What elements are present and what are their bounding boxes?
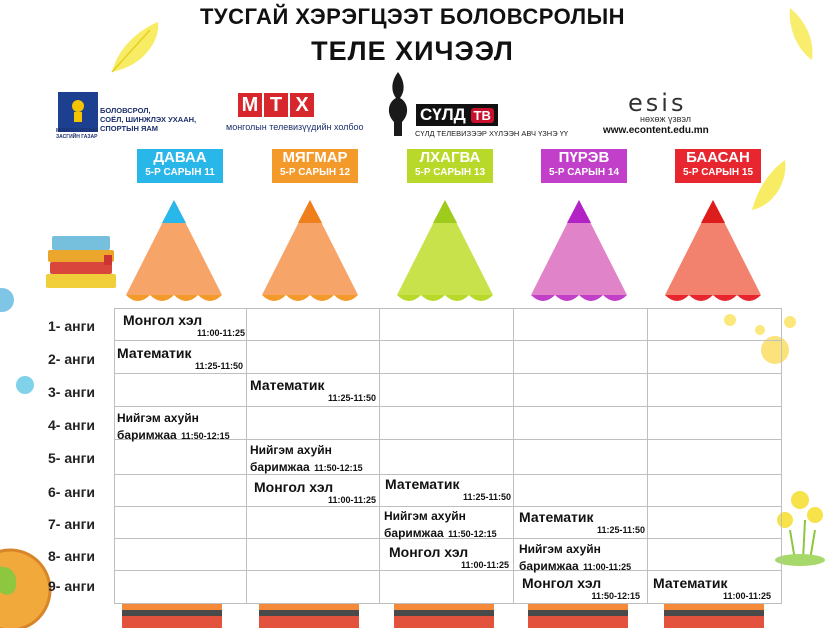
lesson-grade5-tuesday: Нийгэм ахуйн баримжаа 11:50-12:15 bbox=[250, 443, 363, 474]
timetable-cell bbox=[380, 571, 514, 604]
esis-caption: нөхөж үзвэл bbox=[640, 114, 692, 124]
row-label-grade-2: 2- анги bbox=[48, 351, 96, 367]
timetable-cell bbox=[114, 374, 247, 407]
row-label-grade-1: 1- анги bbox=[48, 318, 96, 334]
timetable-cell bbox=[514, 440, 648, 475]
esis-logo: esis bbox=[628, 89, 687, 117]
pencil-icon bbox=[262, 200, 358, 301]
pencil-icon bbox=[397, 200, 493, 301]
timetable-cell bbox=[380, 308, 514, 341]
timetable-cell bbox=[247, 308, 380, 341]
lesson-grade6-tuesday: Монгол хэл 11:00-11:25 bbox=[254, 479, 376, 505]
lesson-grade3-tuesday: Математик 11:25-11:50 bbox=[250, 377, 376, 403]
timetable-cell bbox=[247, 507, 380, 539]
lesson-grade9-thursday: Монгол хэл 11:50-12:15 bbox=[522, 575, 640, 601]
suld-caption: СҮЛД ТЕЛЕВИЗЭЭР ХҮЛЭЭН АВЧ ҮЗНЭ ҮҮ bbox=[415, 129, 569, 138]
timetable-cell bbox=[514, 341, 648, 374]
day-tab-thursday: ПҮРЭВ 5-Р САРЫН 14 bbox=[541, 149, 627, 183]
timetable-cell bbox=[247, 571, 380, 604]
ministry-name: БОЛОВСРОЛ, СОЁЛ, ШИНЖЛЭХ УХААН, СПОРТЫН ЯАМ bbox=[100, 106, 197, 133]
lesson-grade9-friday: Математик 11:00-11:25 bbox=[653, 575, 771, 601]
timetable-cell bbox=[380, 374, 514, 407]
esis-url[interactable]: www.econtent.edu.mn bbox=[603, 125, 709, 136]
lesson-grade7-thursday: Математик 11:25-11:50 bbox=[519, 509, 645, 535]
pencil-icon bbox=[665, 200, 761, 301]
suld-emblem-icon bbox=[378, 70, 418, 140]
globe-icon bbox=[0, 550, 50, 628]
ministry-seal-caption: МОНГОЛ УЛСЫН ЗАСГИЙН ГАЗАР bbox=[56, 128, 98, 140]
day-tab-tuesday: МЯГМАР 5-Р САРЫН 12 bbox=[272, 149, 358, 183]
timetable-cell bbox=[380, 440, 514, 475]
lesson-grade2-monday: Математик 11:25-11:50 bbox=[117, 345, 243, 371]
timetable-cell bbox=[514, 308, 648, 341]
mtx-caption: монголын телевизүүдийн холбоо bbox=[226, 122, 364, 132]
timetable-cell bbox=[114, 571, 247, 604]
timetable-cell bbox=[514, 475, 648, 507]
timetable-cell bbox=[648, 475, 782, 507]
pencils bbox=[0, 195, 825, 310]
lesson-grade8-thursday: Нийгэм ахуйн баримжаа 11:00-11:25 bbox=[519, 542, 632, 573]
timetable-cell bbox=[648, 374, 782, 407]
timetable-cell bbox=[380, 407, 514, 440]
timetable-cell bbox=[514, 374, 648, 407]
mtx-logo: М Т Х bbox=[238, 93, 316, 117]
timetable-cell bbox=[247, 341, 380, 374]
row-label-grade-4: 4- анги bbox=[48, 417, 96, 433]
timetable-cell bbox=[648, 539, 782, 571]
timetable-cell bbox=[247, 539, 380, 571]
timetable-cell bbox=[648, 308, 782, 341]
row-label-grade-6: 6- анги bbox=[48, 484, 96, 500]
day-tab-friday: БААСАН 5-Р САРЫН 15 bbox=[675, 149, 761, 183]
lesson-grade8-wednesday: Монгол хэл 11:00-11:25 bbox=[389, 544, 509, 570]
day-tab-wednesday: ЛХАГВА 5-Р САРЫН 13 bbox=[407, 149, 493, 183]
timetable-cell bbox=[648, 407, 782, 440]
timetable-cell bbox=[247, 407, 380, 440]
lesson-grade7-wednesday: Нийгэм ахуйн баримжаа 11:50-12:15 bbox=[384, 509, 497, 540]
circle-decoration bbox=[16, 376, 34, 394]
timetable-cell bbox=[380, 341, 514, 374]
timetable-cell bbox=[648, 507, 782, 539]
suld-tv-logo: СҮЛД ТВ bbox=[416, 104, 498, 126]
lesson-grade4-monday: Нийгэм ахуйн баримжаа 11:50-12:15 bbox=[117, 411, 230, 442]
timetable-cell bbox=[114, 539, 247, 571]
page-title-line1: ТУСГАЙ ХЭРЭГЦЭЭТ БОЛОВСРОЛЫН bbox=[199, 4, 626, 29]
pencil-icon bbox=[126, 200, 222, 301]
timetable-cell bbox=[114, 440, 247, 475]
timetable-cell bbox=[648, 440, 782, 475]
row-label-grade-3: 3- анги bbox=[48, 384, 96, 400]
ministry-seal-icon bbox=[58, 92, 98, 132]
page-title-line2: ТЕЛЕ ХИЧЭЭЛ bbox=[311, 36, 514, 66]
bottom-stripes bbox=[122, 604, 764, 628]
row-label-grade-5: 5- анги bbox=[48, 450, 96, 466]
timetable-cell bbox=[114, 507, 247, 539]
timetable-cell bbox=[114, 475, 247, 507]
row-label-grade-7: 7- анги bbox=[48, 516, 96, 532]
pencil-icon bbox=[531, 200, 627, 301]
lesson-grade6-wednesday: Математик 11:25-11:50 bbox=[385, 476, 511, 502]
timetable-cell bbox=[648, 341, 782, 374]
row-label-grade-8: 8- анги bbox=[48, 548, 96, 564]
row-label-grade-9: 9- анги bbox=[48, 578, 96, 594]
lesson-grade1-monday: Монгол хэл 11:00-11:25 bbox=[123, 312, 245, 338]
day-tab-monday: ДАВАА 5-Р САРЫН 11 bbox=[137, 149, 223, 183]
timetable-cell bbox=[514, 407, 648, 440]
